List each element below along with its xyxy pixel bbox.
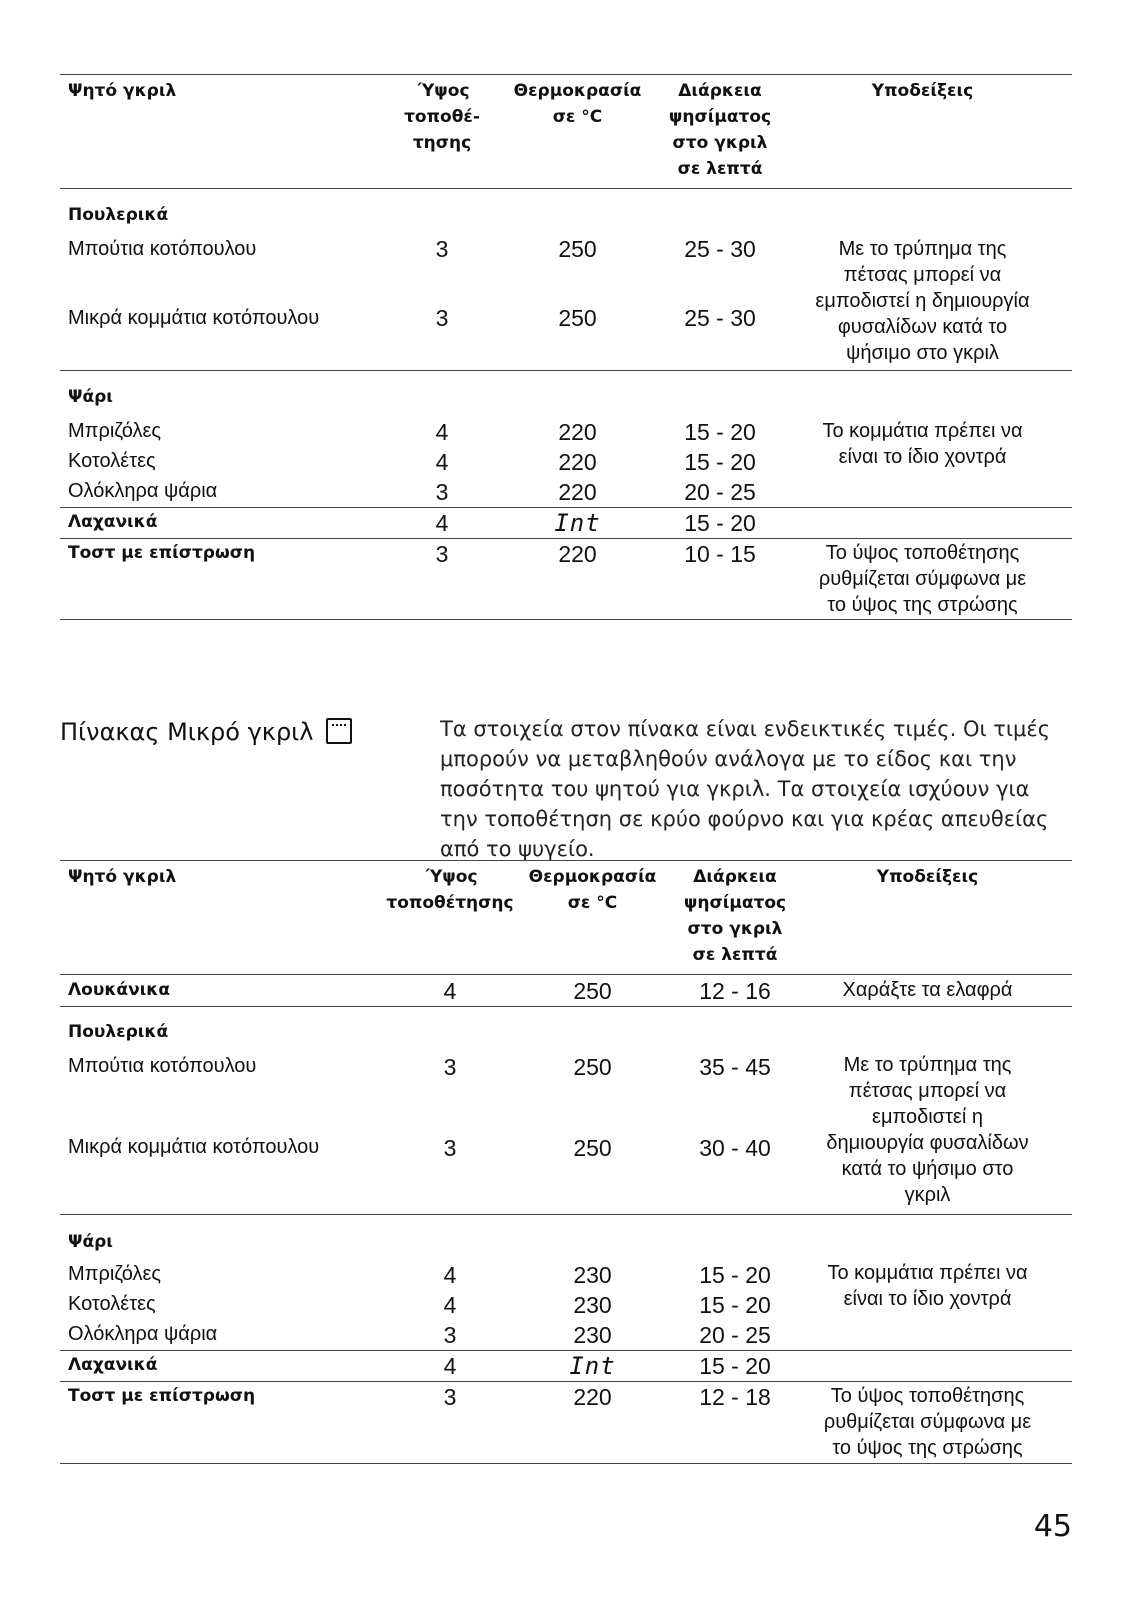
row-temperature: 250 xyxy=(573,1135,612,1161)
row-duration: 12 - 16 xyxy=(699,978,771,1004)
table-rule xyxy=(60,619,1072,620)
row-level: 4 xyxy=(435,510,449,536)
row-temperature: 230 xyxy=(573,1322,612,1348)
row-duration: 15 - 20 xyxy=(684,419,756,445)
row-label-sausages: Λουκάνικα xyxy=(68,980,171,1000)
header-notes: Υποδείξεις xyxy=(871,81,974,101)
table-rule xyxy=(60,1006,1072,1007)
row-duration: 15 - 20 xyxy=(699,1353,771,1379)
group-label-fish: Ψάρι xyxy=(68,1232,113,1252)
row-label: Κοτολέτες xyxy=(68,1293,156,1315)
toast-note: Το ύψος τοποθέτησης ρυθμίζεται σύμφωνα με το ύψος της στρώσης xyxy=(818,542,1027,616)
row-temperature: 220 xyxy=(558,449,597,475)
table-rule xyxy=(60,1463,1072,1464)
table-rule xyxy=(60,538,1072,539)
row-level: 3 xyxy=(443,1135,457,1161)
table-rule xyxy=(60,370,1072,371)
header-food: Ψητό γκριλ xyxy=(68,867,177,887)
row-label-toast: Τοστ με επίστρωση xyxy=(68,1386,256,1406)
row-temperature: 220 xyxy=(558,419,597,445)
row-level: 4 xyxy=(443,1262,457,1288)
group-label-poultry: Πουλερικά xyxy=(68,205,169,225)
row-duration: 20 - 25 xyxy=(684,479,756,505)
header-food: Ψητό γκριλ xyxy=(68,81,177,101)
row-level: 4 xyxy=(443,1292,457,1318)
row-label: Μικρά κομμάτια κοτόπουλου xyxy=(68,1136,320,1158)
row-level: 3 xyxy=(435,479,449,505)
header-temperature: Θερμοκρασία σε °C xyxy=(528,867,657,913)
row-level: 3 xyxy=(443,1322,457,1348)
poultry-note: Με το τρύπημα της πέτσας μπορεί να εμποδιστεί η δημιουργία φυσαλίδων κατά το ψήσιμο στο γκριλ xyxy=(826,1054,1029,1206)
row-level: 4 xyxy=(435,419,449,445)
row-label: Μπριζόλες xyxy=(68,1263,162,1285)
row-duration: 15 - 20 xyxy=(699,1292,771,1318)
header-level: ΄Υψος τοποθέ- τησης xyxy=(404,81,480,153)
row-duration: 12 - 18 xyxy=(699,1384,771,1410)
row-label: Μικρά κομμάτια κοτόπουλου xyxy=(68,307,320,329)
poultry-note: Με το τρύπημα της πέτσας μπορεί να εμποδιστεί η δημιουργία φυσαλίδων κατά το ψήσιμο στο γκριλ xyxy=(815,238,1030,364)
row-label: Μπριζόλες xyxy=(68,420,162,442)
section-title-text: Πίνακας Μικρό γκριλ xyxy=(60,718,314,746)
row-level: 4 xyxy=(443,1353,457,1379)
row-level: 4 xyxy=(435,449,449,475)
row-duration: 15 - 20 xyxy=(684,510,756,536)
table-rule xyxy=(60,507,1072,508)
row-duration: 15 - 20 xyxy=(684,449,756,475)
row-level: 3 xyxy=(435,541,449,567)
group-label-fish: Ψάρι xyxy=(68,387,113,407)
row-temperature-lcd: Int xyxy=(569,1352,616,1380)
table-rule xyxy=(60,1214,1072,1215)
row-level: 4 xyxy=(443,978,457,1004)
header-notes: Υποδείξεις xyxy=(876,867,979,887)
table-rule xyxy=(60,1350,1072,1351)
row-temperature-lcd: Int xyxy=(554,509,601,537)
row-duration: 10 - 15 xyxy=(684,541,756,567)
row-temperature: 220 xyxy=(573,1384,612,1410)
row-level: 3 xyxy=(443,1054,457,1080)
row-label: Μπούτια κοτόπουλου xyxy=(68,1055,257,1077)
section-intro: Τα στοιχεία στον πίνακα είναι ενδεικτικές τιμές. Οι τιμές μπορούν να μεταβληθούν ανάλογα με το είδος και την ποσότητα του ψητού για γκριλ. Τα στοιχεία ισχύουν για την τοποθέτηση σε κρύο φούρνο και για κρέας απευθείας από το ψυγείο. xyxy=(440,717,1051,861)
row-label-vegetables: Λαχανικά xyxy=(68,1355,158,1375)
row-label-toast: Τοστ με επίστρωση xyxy=(68,543,256,563)
row-level: 3 xyxy=(435,236,449,262)
row-temperature: 220 xyxy=(558,541,597,567)
row-level: 3 xyxy=(435,305,449,331)
row-temperature: 250 xyxy=(558,305,597,331)
row-label: Μπούτια κοτόπουλου xyxy=(68,238,257,260)
row-level: 3 xyxy=(443,1384,457,1410)
sausages-note: Χαράξτε τα ελαφρά xyxy=(842,979,1013,1001)
toast-note: Το ύψος τοποθέτησης ρυθμίζεται σύμφωνα με το ύψος της στρώσης xyxy=(823,1385,1032,1459)
row-temperature: 250 xyxy=(573,1054,612,1080)
group-label-poultry: Πουλερικά xyxy=(68,1022,169,1042)
row-label: Κοτολέτες xyxy=(68,450,156,472)
row-label: Ολόκληρα ψάρια xyxy=(68,1323,218,1345)
table-rule xyxy=(60,974,1072,975)
table-rule xyxy=(60,1381,1072,1382)
row-duration: 15 - 20 xyxy=(699,1262,771,1288)
row-temperature: 250 xyxy=(558,236,597,262)
table-rule xyxy=(60,74,1072,75)
row-label-vegetables: Λαχανικά xyxy=(68,512,158,532)
page-number: 45 xyxy=(1033,1509,1072,1544)
table-rule xyxy=(60,860,1072,861)
section-title xyxy=(60,716,352,748)
fish-note: Το κομμάτια πρέπει να είναι το ίδιο χοντρά xyxy=(822,420,1023,468)
row-duration: 35 - 45 xyxy=(699,1054,771,1080)
row-temperature: 220 xyxy=(558,479,597,505)
row-duration: 20 - 25 xyxy=(699,1322,771,1348)
row-temperature: 230 xyxy=(573,1292,612,1318)
header-temperature: Θερμοκρασία σε °C xyxy=(513,81,642,127)
small-grill-icon xyxy=(326,718,352,744)
header-duration: Διάρκεια ψησίματος στο γκριλ σε λεπτά xyxy=(668,81,772,179)
row-duration: 30 - 40 xyxy=(699,1135,771,1161)
row-temperature: 230 xyxy=(573,1262,612,1288)
table-rule xyxy=(60,188,1072,189)
header-duration: Διάρκεια ψησίματος στο γκριλ σε λεπτά xyxy=(683,867,787,965)
row-duration: 25 - 30 xyxy=(684,305,756,331)
row-duration: 25 - 30 xyxy=(684,236,756,262)
fish-note: Το κομμάτια πρέπει να είναι το ίδιο χοντρά xyxy=(827,1262,1028,1310)
header-level: ΄Υψος τοποθέτησης xyxy=(386,867,514,913)
row-label: Ολόκληρα ψάρια xyxy=(68,480,218,502)
row-temperature: 250 xyxy=(573,978,612,1004)
